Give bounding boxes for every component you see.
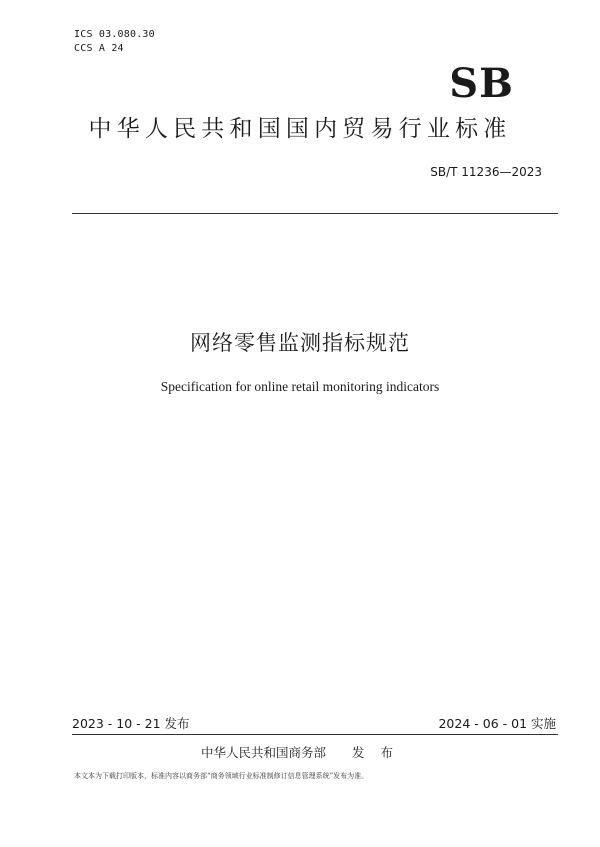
- standard-organization: 中华人民共和国国内贸易行业标准: [88, 116, 512, 142]
- publisher-name: 中华人民共和国商务部: [201, 745, 327, 760]
- bottom-divider: [72, 734, 558, 735]
- release-date: 2023 - 10 - 21 发布: [72, 716, 190, 731]
- document-title-english: Specification for online retail monitoring indicators: [160, 379, 440, 394]
- ccs-code: CCS A 24: [74, 43, 124, 54]
- publish-label: 发 布: [352, 745, 399, 760]
- publisher-line: [0, 745, 600, 761]
- document-title-chinese: 网络零售监测指标规范: [190, 331, 410, 355]
- top-divider: [72, 213, 558, 214]
- implementation-date: 2024 - 06 - 01 实施: [438, 716, 556, 731]
- sb-logo: SB: [449, 60, 514, 107]
- download-note: 本文本为下载打印版本，标准内容以商务部“商务领域行业标准制修订信息管理系统”发布为准。: [74, 772, 369, 780]
- classification-codes: [74, 28, 155, 56]
- standard-number: SB/T 11236—2023: [430, 165, 542, 179]
- ics-code: ICS 03.080.30: [74, 29, 155, 40]
